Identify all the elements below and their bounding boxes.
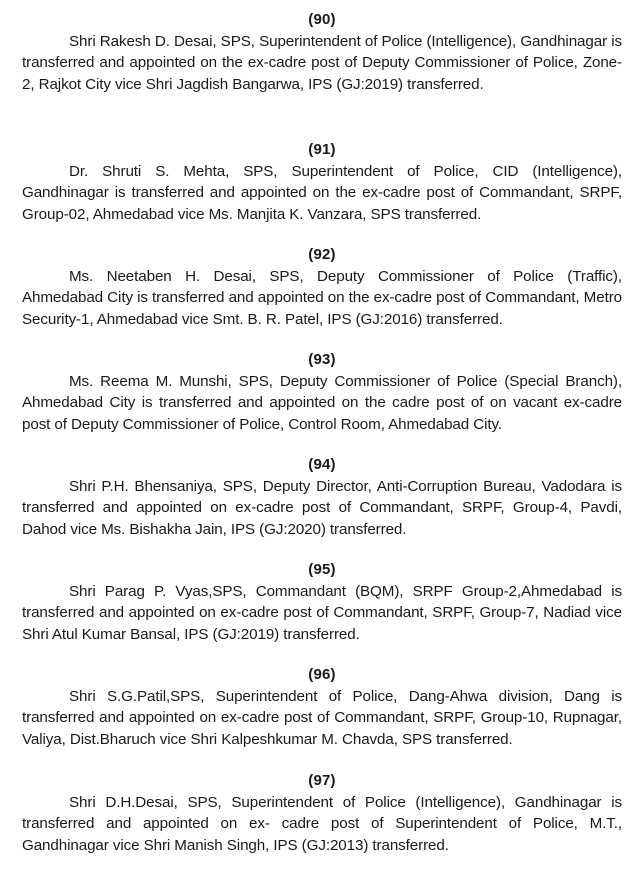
entry-number: (94) — [308, 456, 336, 473]
transfer-entry-91 — [22, 140, 622, 225]
entry-text: Ms. Neetaben H. Desai, SPS, Deputy Commissioner of Police (Traffic), Ahmedabad City is transferred and appointed on the ex-cadre post of Commandant, Metro Security-1, Ahmedabad vice Smt. B. R. Patel, IPS (GJ:2016) transferred. — [22, 268, 622, 328]
transfer-entry-92 — [22, 245, 622, 330]
entry-text: Shri Parag P. Vyas,SPS, Commandant (BQM), SRPF Group-2,Ahmedabad is transferred and appointed on ex-cadre post of Commandant, SRPF, Group-7, Nadiad vice Shri Atul Kumar Bansal, IPS (GJ:2019) transferred. — [22, 583, 622, 643]
entry-number: (96) — [308, 666, 336, 683]
entry-text: Ms. Reema M. Munshi, SPS, Deputy Commissioner of Police (Special Branch), Ahmedabad City is transferred and appointed on the cadre post of on vacant ex-cadre post of Deputy Commissioner of Police, Control Room, Ahmedabad City. — [22, 373, 622, 433]
entry-text: Shri P.H. Bhensaniya, SPS, Deputy Director, Anti-Corruption Bureau, Vadodara is transferred and appointed on ex-cadre post of Commandant, SRPF, Group-4, Pavdi, Dahod vice Ms. Bishakha Jain, IPS (GJ:2020) transferred. — [22, 478, 622, 538]
transfer-entry-97 — [22, 771, 622, 856]
entry-number: (95) — [308, 561, 336, 578]
entry-number: (92) — [308, 246, 336, 263]
transfer-entry-90 — [22, 10, 622, 95]
entry-text: Shri Rakesh D. Desai, SPS, Superintendent of Police (Intelligence), Gandhinagar is transferred and appointed on the ex-cadre post of Deputy Commissioner of Police, Zone-2, Rajkot City vice Shri Jagdish Bangarwa, IPS (GJ:2019) transferred. — [22, 33, 622, 93]
entry-number: (93) — [308, 351, 336, 368]
entry-number: (90) — [308, 11, 336, 28]
transfer-entry-96 — [22, 665, 622, 750]
entry-number: (97) — [308, 772, 336, 789]
transfer-entry-93 — [22, 350, 622, 435]
transfer-entry-94 — [22, 455, 622, 540]
entry-text: Dr. Shruti S. Mehta, SPS, Superintendent of Police, CID (Intelligence), Gandhinagar is transferred and appointed on the ex-cadre post of Commandant, SRPF, Group-02, Ahmedabad vice Ms. Manjita K. Vanzara, SPS transferred. — [22, 163, 622, 223]
entry-text: Shri S.G.Patil,SPS, Superintendent of Police, Dang-Ahwa division, Dang is transferred and appointed on ex-cadre post of Commandant, SRPF, Group-10, Rupnagar, Valiya, Dist.Bharuch vice Shri Kalpeshkumar M. Chavda, SPS transferred. — [22, 688, 622, 748]
entry-text: Shri D.H.Desai, SPS, Superintendent of Police (Intelligence), Gandhinagar is transferred and appointed on ex- cadre post of Superintendent of Police, M.T., Gandhinagar vice Shri Manish Singh, IPS (GJ:2013) transferred. — [22, 794, 622, 854]
entry-number: (91) — [308, 141, 336, 158]
transfer-entry-95 — [22, 560, 622, 645]
